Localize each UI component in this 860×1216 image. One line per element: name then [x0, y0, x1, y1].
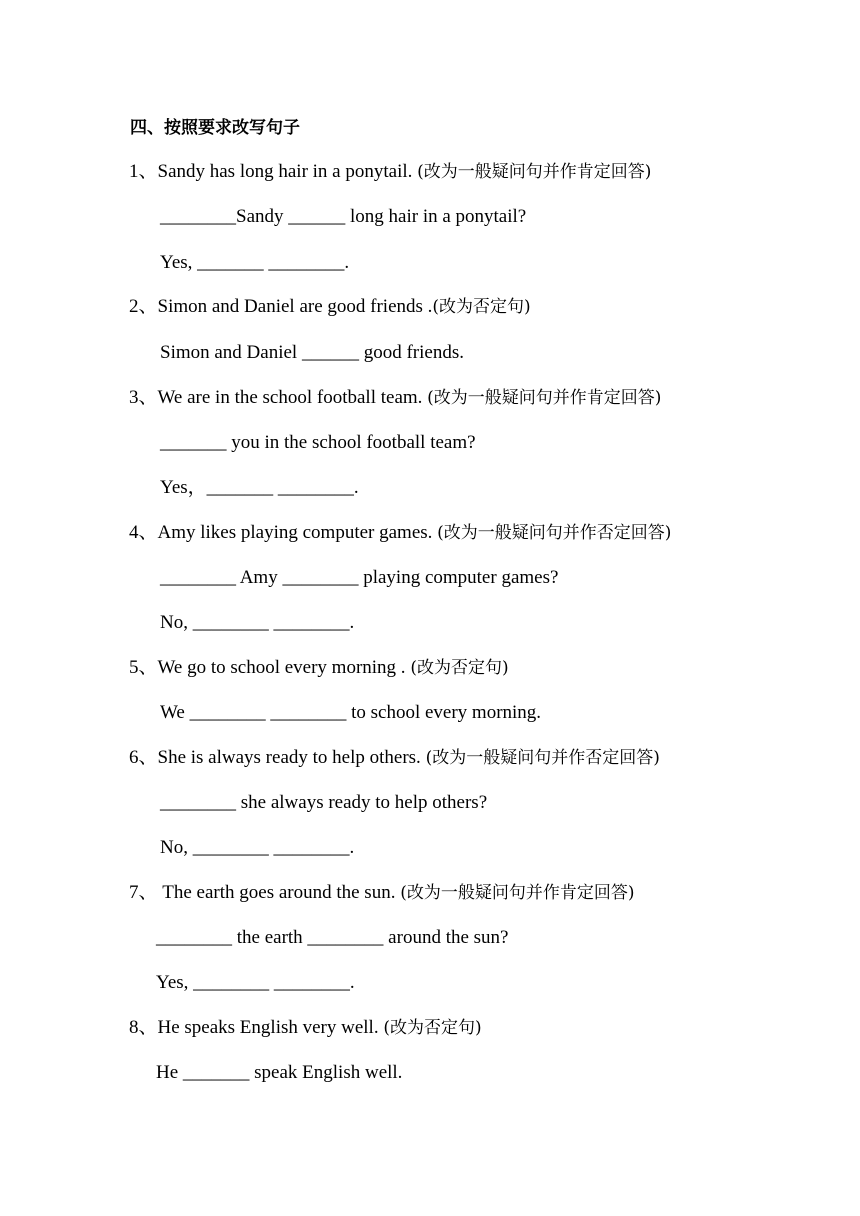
question-1-stem: 1、Sandy has long hair in a ponytail.	[129, 161, 418, 182]
question-5	[129, 656, 509, 680]
question-5-answer-line-1[interactable]: We ________ ________ to school every morning.	[160, 702, 542, 723]
question-7-answer-line-1[interactable]: ________ the earth ________ around the sun?	[156, 927, 509, 948]
question-2-stem: 2、Simon and Daniel are good friends .	[129, 296, 433, 317]
question-1-instruction: (改为一般疑问句并作肯定回答)	[417, 162, 652, 182]
question-4-instruction: (改为一般疑问句并作否定回答)	[437, 523, 672, 543]
question-2-instruction: (改为否定句)	[432, 297, 531, 317]
question-8-instruction: (改为否定句)	[383, 1018, 482, 1038]
question-1	[129, 160, 651, 184]
question-6-answer-line-2[interactable]: No, ________ ________.	[160, 837, 355, 858]
question-1-answer-line-2[interactable]: Yes, _______ ________.	[160, 252, 350, 273]
question-1-answer-line-1[interactable]: ________Sandy ______ long hair in a ponytail?	[160, 206, 527, 227]
question-3	[129, 386, 661, 410]
question-3-stem: 3、We are in the school football team.	[129, 387, 428, 408]
question-2	[129, 295, 531, 319]
question-3-answer-line-2[interactable]: Yes，_______ ________.	[160, 477, 359, 498]
question-4-stem: 4、Amy likes playing computer games.	[129, 522, 438, 543]
question-7-answer-line-2[interactable]: Yes, ________ ________.	[156, 972, 355, 993]
question-4-answer-line-1[interactable]: ________ Amy ________ playing computer games?	[160, 567, 559, 588]
question-7-stem: 7、 The earth goes around the sun.	[129, 882, 401, 903]
question-8	[129, 1016, 482, 1040]
question-5-stem: 5、We go to school every morning .	[129, 657, 411, 678]
question-7-instruction: (改为一般疑问句并作肯定回答)	[400, 883, 635, 903]
question-3-answer-line-1[interactable]: _______ you in the school football team?	[160, 432, 476, 453]
question-2-answer-line-1[interactable]: Simon and Daniel ______ good friends.	[160, 342, 464, 363]
section-heading: 四、按照要求改写句子	[130, 118, 300, 138]
question-7	[129, 881, 634, 905]
question-6	[129, 746, 660, 770]
question-6-answer-line-1[interactable]: ________ she always ready to help others?	[160, 792, 488, 813]
question-3-instruction: (改为一般疑问句并作肯定回答)	[427, 388, 662, 408]
question-5-instruction: (改为否定句)	[410, 658, 509, 678]
question-4	[129, 521, 671, 545]
question-6-instruction: (改为一般疑问句并作否定回答)	[425, 748, 660, 768]
question-8-stem: 8、He speaks English very well.	[129, 1017, 384, 1038]
question-4-answer-line-2[interactable]: No, ________ ________.	[160, 612, 355, 633]
question-6-stem: 6、She is always ready to help others.	[129, 747, 426, 768]
question-8-answer-line-1[interactable]: He _______ speak English well.	[156, 1062, 403, 1083]
